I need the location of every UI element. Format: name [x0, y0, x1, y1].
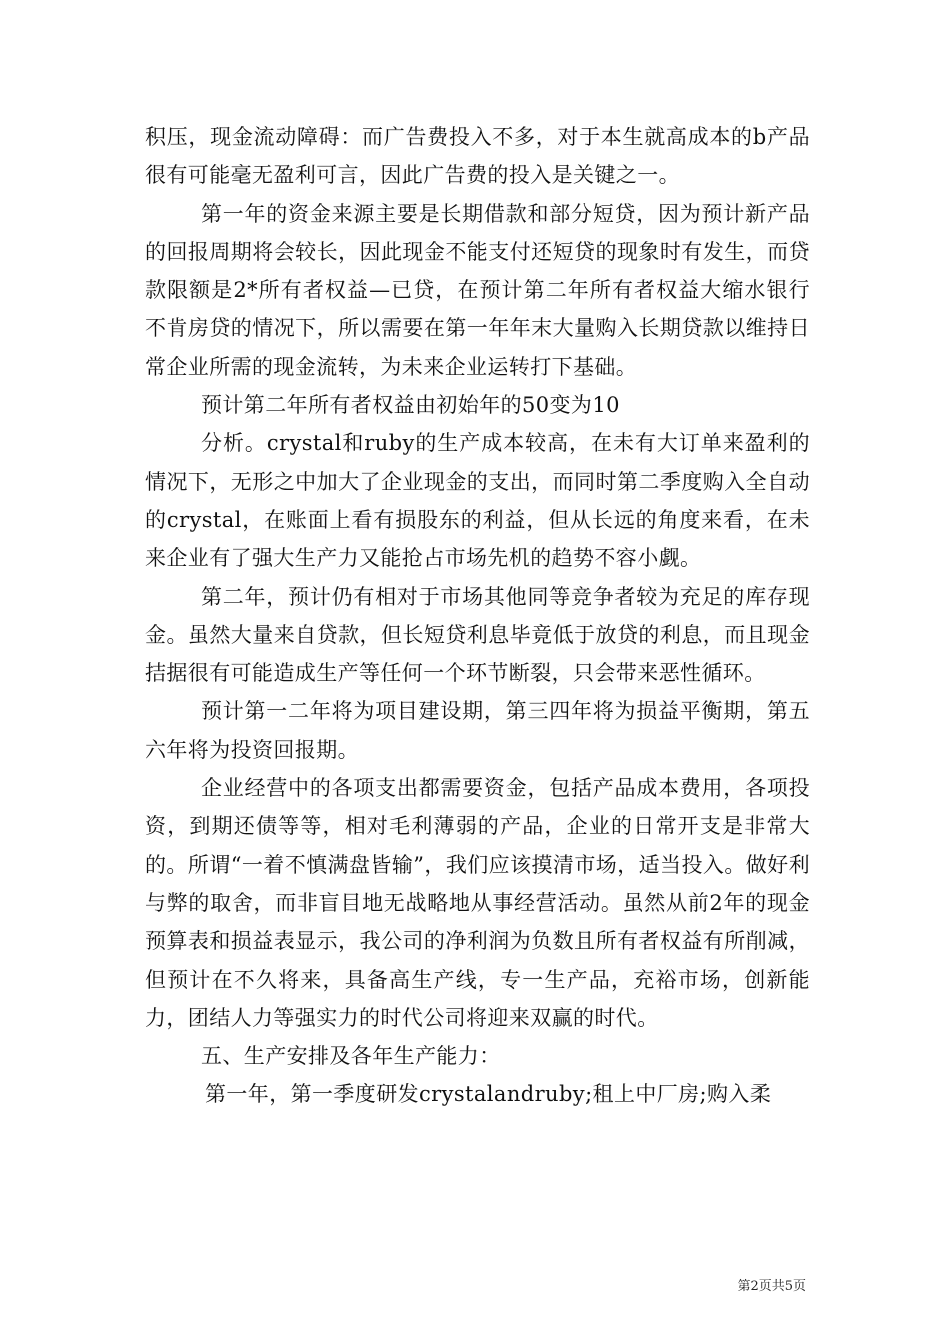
page-number-footer: 第2页共5页	[737, 1279, 806, 1294]
document-body	[145, 118, 810, 1114]
section-heading-production: 五、生产安排及各年生产能力：	[201, 1044, 501, 1069]
paragraph-1: 积压，现金流动障碍：而广告费投入不多，对于本生就高成本的b产品很有可能毫无盈利可言，因此广告费的投入是关键之一。	[145, 125, 810, 188]
paragraph-7: 企业经营中的各项支出都需要资金，包括产品成本费用，各项投资，到期还债等等，相对毛利薄弱的产品，企业的日常开支是非常大的。所谓“一着不慎满盘皆输”，我们应该摸清市场，适当投入。做好利与弊的取舍，而非盲目地无战略地从事经营活动。虽然从前2年的现金预算表和损益表显示，我公司的净利润为负数且所有者权益有所削减，但预计在不久将来，具备高生产线，专一生产品，充裕市场，创新能力，团结人力等强实力的时代公司将迎来双赢的时代。	[145, 776, 810, 1030]
paragraph-3: 预计第二年所有者权益由初始年的50变为10	[201, 393, 620, 418]
paragraph-5: 第二年，预计仍有相对于市场其他同等竞争者较为充足的库存现金。虽然大量来自贷款，但长短贷利息毕竟低于放贷的利息，而且现金拮据很有可能造成生产等任何一个环节断裂，只会带来恶性循环。	[145, 584, 810, 686]
paragraph-2: 第一年的资金来源主要是长期借款和部分短贷，因为预计新产品的回报周期将会较长，因此现金不能支付还短贷的现象时有发生，而贷款限额是2*所有者权益—已贷，在预计第二年所有者权益大缩水银行不肯房贷的情况下，所以需要在第一年年末大量购入长期贷款以维持日常企业所需的现金流转，为未来企业运转打下基础。	[145, 201, 810, 379]
paragraph-9: 第一年，第一季度研发crystalandruby;租上中厂房;购入柔	[205, 1082, 772, 1107]
paragraph-4: 分析。crystal和ruby的生产成本较高，在未有大订单来盈利的情况下，无形之中加大了企业现金的支出，而同时第二季度购入全自动的crystal，在账面上看有损股东的利益，但从长远的角度来看，在未来企业有了强大生产力又能抢占市场先机的趋势不容小觑。	[145, 431, 810, 571]
paragraph-6: 预计第一二年将为项目建设期，第三四年将为损益平衡期，第五六年将为投资回报期。	[145, 699, 810, 762]
